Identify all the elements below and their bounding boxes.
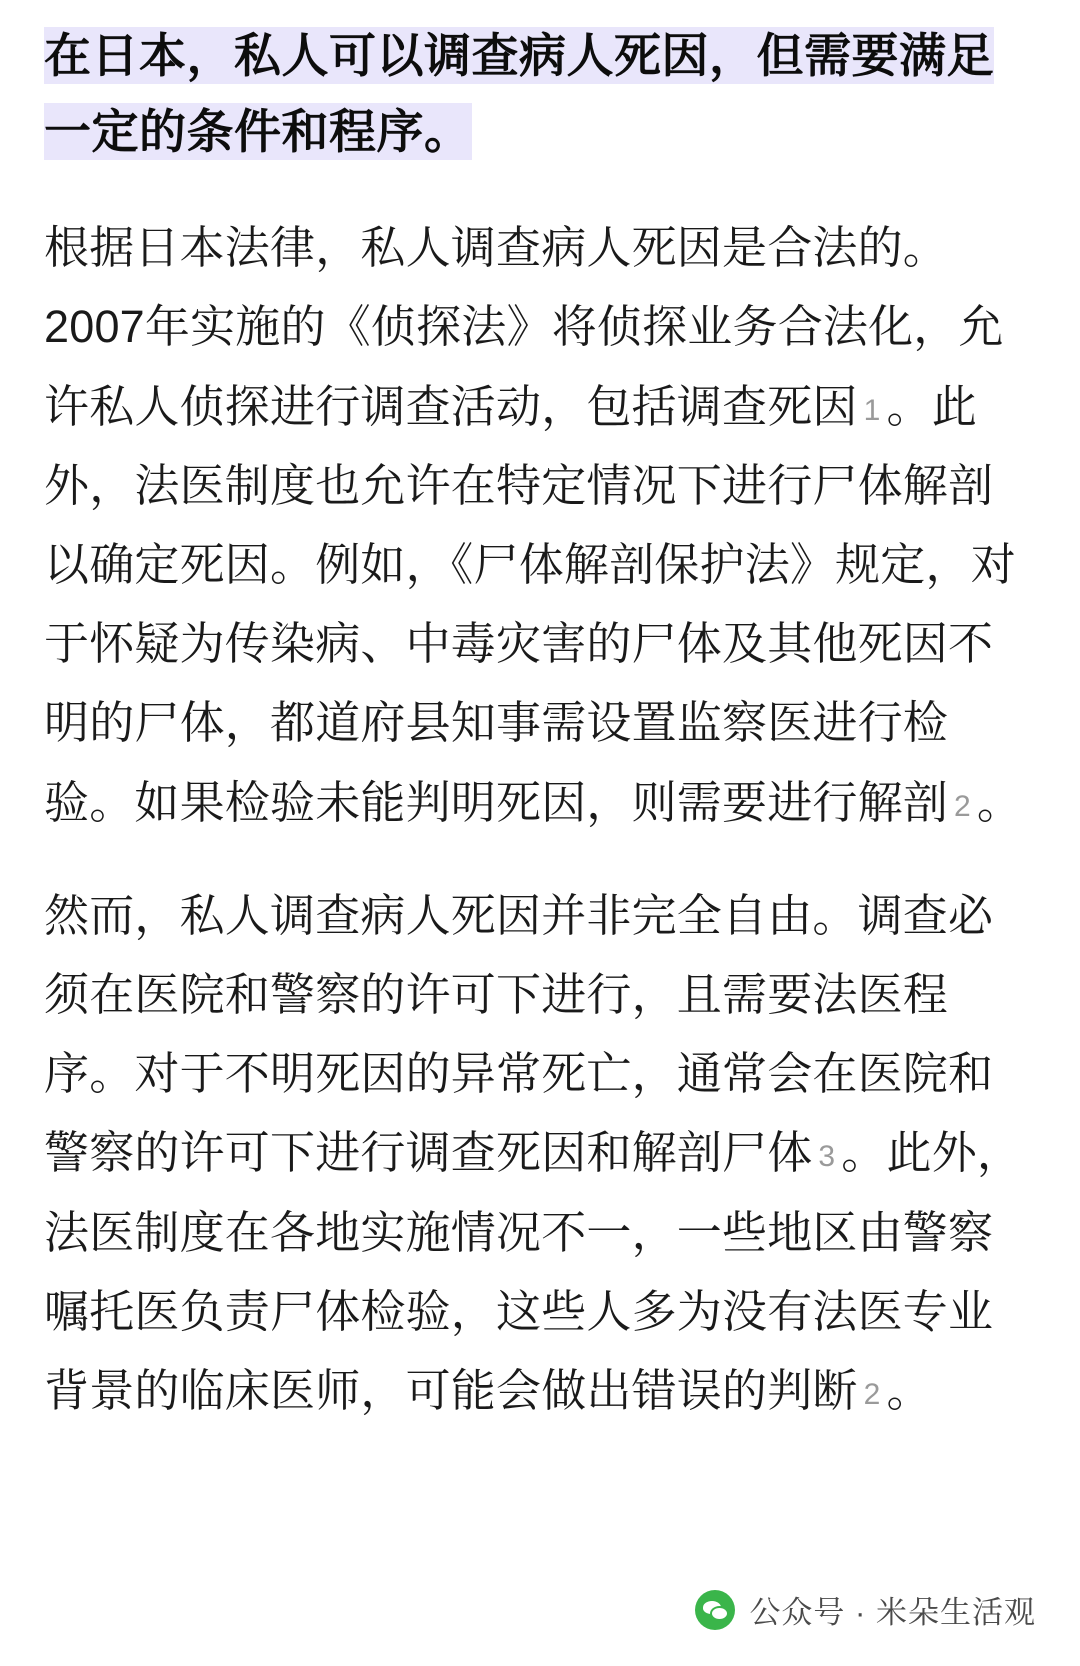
citation-marker[interactable]: 2	[954, 789, 971, 823]
article-paragraph-1: 根据日本法律，私人调查病人死因是合法的。2007年实施的《侦探法》将侦探业务合法化，允许私人侦探进行调查活动，包括调查死因 1 。此外，法医制度也允许在特定情况下进行尸体解剖以确定死因。例如，《尸体解剖保护法》规定，对于怀疑为传染病、中毒灾害的尸体及其他死因不明的尸体，都道府县知事需设置监察医进行检验。如果检验未能判明死因，则需要进行解剖 2 。	[44, 222, 1023, 828]
wechat-icon	[695, 1590, 735, 1630]
citation-marker[interactable]: 2	[863, 1377, 881, 1411]
page-title	[44, 18, 1036, 170]
citation-marker[interactable]: 1	[863, 393, 881, 427]
citation-marker[interactable]: 3	[818, 1140, 836, 1174]
watermark	[695, 1587, 1036, 1632]
article-paragraph-2: 然而，私人调查病人死因并非完全自由。调查必须在医院和警察的许可下进行，且需要法医程序。对于不明死因的异常死亡，通常会在医院和警察的许可下进行调查死因和解剖尸体 3 。此外，法医制度在各地实施情况不一，一些地区由警察嘱托医负责尸体检验，这些人多为没有法医专业背景的临床医师，可能会做出错误的判断 2 。	[44, 889, 1023, 1416]
page-title-highlight: 在日本，私人可以调查病人死因，但需要满足一定的条件和程序。	[44, 29, 994, 159]
watermark-label: 公众号 · 米朵生活观	[749, 1595, 1036, 1630]
